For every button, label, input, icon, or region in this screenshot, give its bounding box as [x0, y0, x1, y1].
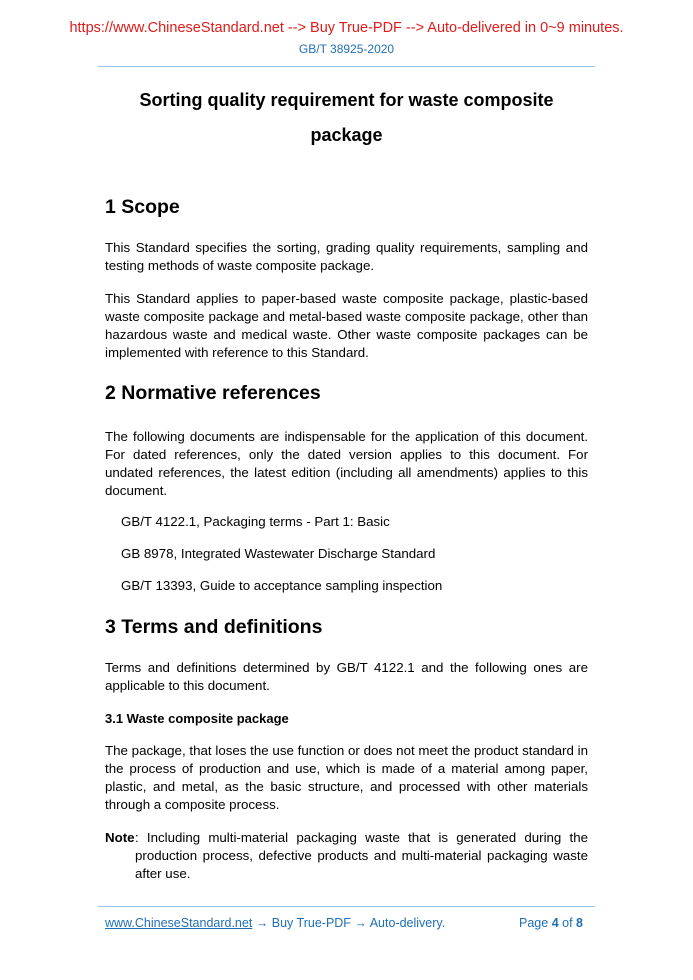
paragraph: The package, that loses the use function or does not meet the product standard in the process of production and use, which is made of a material among paper, plastic, and metal, as the basic structure, and processed with other materials through a composite process.: [105, 743, 588, 812]
section-1-heading: 1 Scope: [105, 196, 180, 218]
page-label: Page: [519, 916, 549, 930]
paragraph: Terms and definitions determined by GB/T 4122.1 and the following ones are applicable to this document.: [105, 660, 588, 693]
banner-link[interactable]: https://www.ChineseStandard.net --> Buy True-PDF --> Auto-delivered in 0~9 minutes.: [69, 20, 624, 36]
footer: [105, 916, 588, 930]
paragraph: This Standard applies to paper-based waste composite package, plastic-based waste composite package and metal-based waste composite package, other than hazardous waste and medical waste. Other waste composite packages can be implemented with reference to this Standard.: [105, 291, 588, 360]
page-indicator: [519, 916, 583, 930]
title-line-1: Sorting quality requirement for waste composite: [139, 90, 554, 110]
footer-link[interactable]: www.ChineseStandard.net: [105, 916, 253, 930]
page-total: 8: [576, 916, 583, 930]
standard-number: GB/T 38925-2020: [298, 42, 395, 56]
title-line-2: package: [310, 125, 383, 145]
footer-text: → Buy True-PDF → Auto-delivery.: [252, 916, 446, 930]
section-2-heading: 2 Normative references: [105, 382, 321, 404]
paragraph: The following documents are indispensable for the application of this document. For dated references, only the dated version applies to this document. For undated references, the latest edition (including all amendments) applies to this document.: [105, 429, 588, 498]
note: [105, 829, 588, 883]
subsection-heading: 3.1 Waste composite package: [105, 711, 289, 726]
reference-item: GB 8978, Integrated Wastewater Discharge Standard: [121, 546, 436, 561]
reference-item: GB/T 4122.1, Packaging terms - Part 1: Basic: [121, 514, 390, 529]
section-3-heading: 3 Terms and definitions: [105, 616, 323, 638]
paragraph: This Standard specifies the sorting, grading quality requirements, sampling and testing methods of waste composite package.: [105, 240, 588, 273]
note-label: Note: [105, 830, 135, 845]
reference-item: GB/T 13393, Guide to acceptance sampling inspection: [121, 578, 443, 593]
note-text: : Including multi-material packaging waste that is generated during the production process, defective products and multi-material packaging waste after use.: [135, 830, 588, 881]
page-of: of: [562, 916, 573, 930]
page-number: 4: [551, 916, 559, 930]
header-divider: [98, 66, 595, 67]
footer-divider: [98, 906, 595, 907]
